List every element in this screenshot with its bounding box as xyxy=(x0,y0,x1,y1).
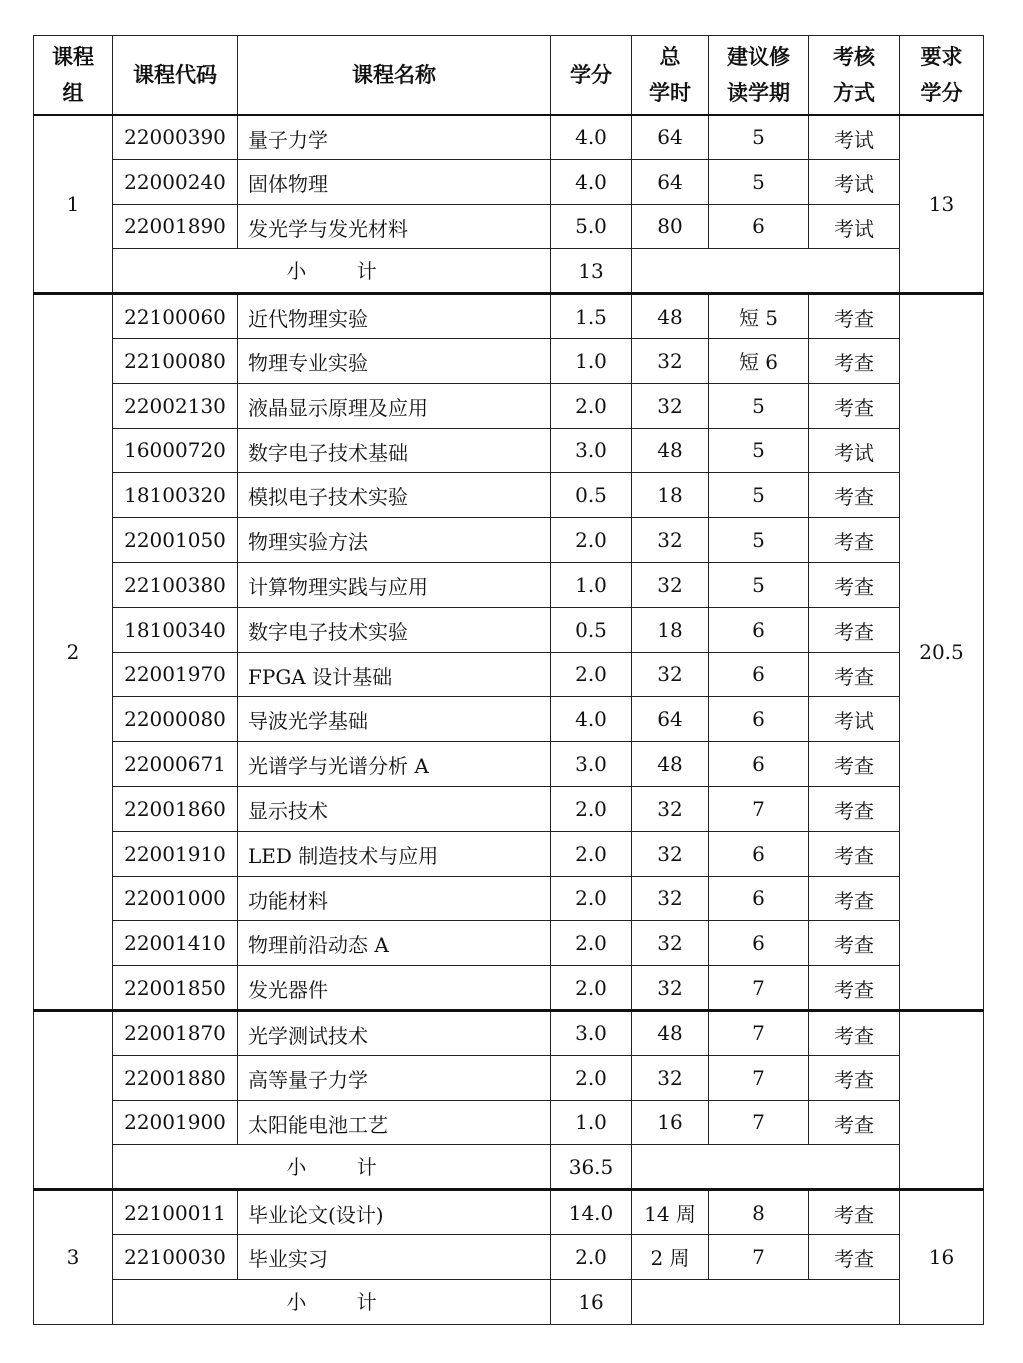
hours-cell: 32 xyxy=(632,338,709,383)
hours-cell: 32 xyxy=(632,921,709,966)
course-name-cell: 导波光学基础 xyxy=(238,697,551,742)
credit-cell: 5.0 xyxy=(551,204,632,249)
exam-cell: 考查 xyxy=(809,562,900,607)
credit-cell: 4.0 xyxy=(551,115,632,160)
course-name-cell: 高等量子力学 xyxy=(238,1055,551,1100)
credit-cell: 3.0 xyxy=(551,742,632,787)
course-name-cell: 数字电子技术基础 xyxy=(238,428,551,473)
course-code-cell: 22100080 xyxy=(113,338,238,383)
course-code-cell: 22001870 xyxy=(113,1010,238,1055)
hours-cell: 2 周 xyxy=(632,1234,709,1279)
hours-cell: 48 xyxy=(632,1010,709,1055)
course-name-cell: 物理实验方法 xyxy=(238,518,551,563)
table-row xyxy=(34,383,984,428)
subtotal-label: 小 计 xyxy=(113,1279,551,1324)
group-id-cell: 2 xyxy=(34,294,113,1011)
course-name-cell: 显示技术 xyxy=(238,786,551,831)
course-code-cell: 22100030 xyxy=(113,1234,238,1279)
credit-cell: 3.0 xyxy=(551,1010,632,1055)
credit-cell: 14.0 xyxy=(551,1190,632,1235)
term-cell: 7 xyxy=(709,1234,809,1279)
credit-cell: 2.0 xyxy=(551,1055,632,1100)
table-row xyxy=(34,159,984,204)
exam-cell: 考试 xyxy=(809,159,900,204)
exam-cell: 考查 xyxy=(809,383,900,428)
hours-cell: 14 周 xyxy=(632,1190,709,1235)
course-code-cell: 22001880 xyxy=(113,1055,238,1100)
course-name-cell: 功能材料 xyxy=(238,876,551,921)
credit-cell: 2.0 xyxy=(551,1234,632,1279)
credit-cell: 2.0 xyxy=(551,966,632,1011)
course-code-cell: 16000720 xyxy=(113,428,238,473)
exam-cell: 考查 xyxy=(809,607,900,652)
term-cell: 短 6 xyxy=(709,338,809,383)
hours-cell: 80 xyxy=(632,204,709,249)
course-name-cell: 发光学与发光材料 xyxy=(238,204,551,249)
hours-cell: 48 xyxy=(632,428,709,473)
exam-cell: 考查 xyxy=(809,966,900,1011)
hours-cell: 32 xyxy=(632,652,709,697)
credit-cell: 2.0 xyxy=(551,518,632,563)
course-name-cell: FPGA 设计基础 xyxy=(238,652,551,697)
required-credit-cell: 20.5 xyxy=(900,294,984,1011)
course-name-cell: 光谱学与光谱分析 A xyxy=(238,742,551,787)
course-name-cell: 数字电子技术实验 xyxy=(238,607,551,652)
exam-cell: 考查 xyxy=(809,742,900,787)
table-row xyxy=(34,742,984,787)
exam-cell: 考查 xyxy=(809,1100,900,1145)
exam-cell: 考查 xyxy=(809,876,900,921)
table-row xyxy=(34,876,984,921)
hours-cell: 32 xyxy=(632,831,709,876)
credit-cell: 2.0 xyxy=(551,876,632,921)
table-row xyxy=(34,294,984,339)
course-code-cell: 22000671 xyxy=(113,742,238,787)
exam-cell: 考查 xyxy=(809,831,900,876)
term-cell: 7 xyxy=(709,966,809,1011)
table-row xyxy=(34,652,984,697)
hours-cell: 32 xyxy=(632,876,709,921)
term-cell: 6 xyxy=(709,204,809,249)
hours-cell: 64 xyxy=(632,159,709,204)
course-name-cell: 太阳能电池工艺 xyxy=(238,1100,551,1145)
course-name-cell: 液晶显示原理及应用 xyxy=(238,383,551,428)
hours-cell: 32 xyxy=(632,562,709,607)
exam-cell: 考试 xyxy=(809,204,900,249)
table-row xyxy=(34,115,984,160)
table-row xyxy=(34,518,984,563)
credit-cell: 4.0 xyxy=(551,697,632,742)
term-cell: 8 xyxy=(709,1190,809,1235)
course-code-cell: 22100060 xyxy=(113,294,238,339)
subtotal-label: 小 计 xyxy=(113,1145,551,1190)
credit-cell: 2.0 xyxy=(551,652,632,697)
term-cell: 6 xyxy=(709,607,809,652)
course-code-cell: 22100011 xyxy=(113,1190,238,1235)
course-code-cell: 22001000 xyxy=(113,876,238,921)
credit-cell: 4.0 xyxy=(551,159,632,204)
credit-cell: 2.0 xyxy=(551,831,632,876)
exam-cell: 考查 xyxy=(809,786,900,831)
hours-cell: 18 xyxy=(632,473,709,518)
header-required: 要求 学分 xyxy=(900,36,984,115)
required-credit-cell xyxy=(900,1010,984,1189)
course-code-cell: 18100340 xyxy=(113,607,238,652)
subtotal-empty-cell xyxy=(632,1145,900,1190)
credit-cell: 2.0 xyxy=(551,383,632,428)
exam-cell: 考试 xyxy=(809,115,900,160)
term-cell: 5 xyxy=(709,159,809,204)
course-name-cell: 毕业实习 xyxy=(238,1234,551,1279)
required-credit-cell: 13 xyxy=(900,115,984,294)
course-code-cell: 22001970 xyxy=(113,652,238,697)
course-name-cell: LED 制造技术与应用 xyxy=(238,831,551,876)
table-row xyxy=(34,428,984,473)
hours-cell: 32 xyxy=(632,786,709,831)
course-name-cell: 计算物理实践与应用 xyxy=(238,562,551,607)
table-row xyxy=(34,786,984,831)
term-cell: 7 xyxy=(709,786,809,831)
hours-cell: 64 xyxy=(632,115,709,160)
table-row xyxy=(34,338,984,383)
credit-cell: 3.0 xyxy=(551,428,632,473)
header-hours: 总 学时 xyxy=(632,36,709,115)
exam-cell: 考查 xyxy=(809,1234,900,1279)
group-id-cell xyxy=(34,1010,113,1189)
table-row xyxy=(34,204,984,249)
term-cell: 5 xyxy=(709,473,809,518)
table-row xyxy=(34,562,984,607)
credit-cell: 1.5 xyxy=(551,294,632,339)
credit-cell: 2.0 xyxy=(551,921,632,966)
table-row xyxy=(34,1010,984,1055)
credit-cell: 0.5 xyxy=(551,607,632,652)
exam-cell: 考试 xyxy=(809,697,900,742)
course-name-cell: 量子力学 xyxy=(238,115,551,160)
hours-cell: 32 xyxy=(632,518,709,563)
course-code-cell: 22100380 xyxy=(113,562,238,607)
course-code-cell: 22001050 xyxy=(113,518,238,563)
header-row xyxy=(34,36,984,115)
table-row xyxy=(34,1055,984,1100)
exam-cell: 考查 xyxy=(809,921,900,966)
exam-cell: 考查 xyxy=(809,338,900,383)
term-cell: 5 xyxy=(709,115,809,160)
term-cell: 5 xyxy=(709,518,809,563)
table-row xyxy=(34,697,984,742)
term-cell: 6 xyxy=(709,876,809,921)
table-body xyxy=(34,115,984,1325)
required-credit-cell: 16 xyxy=(900,1190,984,1324)
hours-cell: 64 xyxy=(632,697,709,742)
subtotal-empty-cell xyxy=(632,249,900,294)
hours-cell: 48 xyxy=(632,294,709,339)
header-name: 课程名称 xyxy=(238,36,551,115)
credit-cell: 2.0 xyxy=(551,786,632,831)
exam-cell: 考查 xyxy=(809,518,900,563)
exam-cell: 考查 xyxy=(809,473,900,518)
credit-cell: 0.5 xyxy=(551,473,632,518)
term-cell: 7 xyxy=(709,1055,809,1100)
term-cell: 6 xyxy=(709,921,809,966)
table-row xyxy=(34,1100,984,1145)
term-cell: 5 xyxy=(709,383,809,428)
exam-cell: 考试 xyxy=(809,428,900,473)
table-row xyxy=(34,473,984,518)
exam-cell: 考查 xyxy=(809,1190,900,1235)
course-name-cell: 发光器件 xyxy=(238,966,551,1011)
hours-cell: 18 xyxy=(632,607,709,652)
subtotal-empty-cell xyxy=(632,1279,900,1324)
course-code-cell: 22001860 xyxy=(113,786,238,831)
subtotal-value: 13 xyxy=(551,249,632,294)
course-code-cell: 22001910 xyxy=(113,831,238,876)
credit-cell: 1.0 xyxy=(551,1100,632,1145)
header-exam: 考核 方式 xyxy=(809,36,900,115)
course-code-cell: 22000080 xyxy=(113,697,238,742)
course-code-cell: 22002130 xyxy=(113,383,238,428)
course-name-cell: 近代物理实验 xyxy=(238,294,551,339)
exam-cell: 考查 xyxy=(809,1010,900,1055)
table-row xyxy=(34,831,984,876)
exam-cell: 考查 xyxy=(809,294,900,339)
hours-cell: 48 xyxy=(632,742,709,787)
group-id-cell: 1 xyxy=(34,115,113,294)
subtotal-value: 36.5 xyxy=(551,1145,632,1190)
course-code-cell: 18100320 xyxy=(113,473,238,518)
term-cell: 6 xyxy=(709,831,809,876)
term-cell: 短 5 xyxy=(709,294,809,339)
header-code: 课程代码 xyxy=(113,36,238,115)
term-cell: 5 xyxy=(709,562,809,607)
exam-cell: 考查 xyxy=(809,652,900,697)
course-code-cell: 22000390 xyxy=(113,115,238,160)
course-code-cell: 22001850 xyxy=(113,966,238,1011)
subtotal-row xyxy=(34,1145,984,1190)
course-name-cell: 光学测试技术 xyxy=(238,1010,551,1055)
course-code-cell: 22001890 xyxy=(113,204,238,249)
hours-cell: 32 xyxy=(632,383,709,428)
course-code-cell: 22000240 xyxy=(113,159,238,204)
term-cell: 7 xyxy=(709,1010,809,1055)
subtotal-label: 小 计 xyxy=(113,249,551,294)
credit-cell: 1.0 xyxy=(551,338,632,383)
term-cell: 6 xyxy=(709,697,809,742)
subtotal-row xyxy=(34,1279,984,1324)
hours-cell: 32 xyxy=(632,966,709,1011)
table-row xyxy=(34,1190,984,1235)
header-credit: 学分 xyxy=(551,36,632,115)
course-code-cell: 22001900 xyxy=(113,1100,238,1145)
table-row xyxy=(34,1234,984,1279)
course-name-cell: 模拟电子技术实验 xyxy=(238,473,551,518)
course-name-cell: 物理专业实验 xyxy=(238,338,551,383)
hours-cell: 32 xyxy=(632,1055,709,1100)
term-cell: 6 xyxy=(709,652,809,697)
subtotal-value: 16 xyxy=(551,1279,632,1324)
table-row xyxy=(34,966,984,1011)
term-cell: 5 xyxy=(709,428,809,473)
exam-cell: 考查 xyxy=(809,1055,900,1100)
term-cell: 6 xyxy=(709,742,809,787)
hours-cell: 16 xyxy=(632,1100,709,1145)
course-table xyxy=(33,35,984,1325)
table-row xyxy=(34,607,984,652)
term-cell: 7 xyxy=(709,1100,809,1145)
course-name-cell: 物理前沿动态 A xyxy=(238,921,551,966)
course-name-cell: 毕业论文(设计) xyxy=(238,1190,551,1235)
course-name-cell: 固体物理 xyxy=(238,159,551,204)
header-term: 建议修 读学期 xyxy=(709,36,809,115)
group-id-cell: 3 xyxy=(34,1190,113,1324)
credit-cell: 1.0 xyxy=(551,562,632,607)
header-group: 课程 组 xyxy=(34,36,113,115)
course-code-cell: 22001410 xyxy=(113,921,238,966)
subtotal-row xyxy=(34,249,984,294)
table-row xyxy=(34,921,984,966)
